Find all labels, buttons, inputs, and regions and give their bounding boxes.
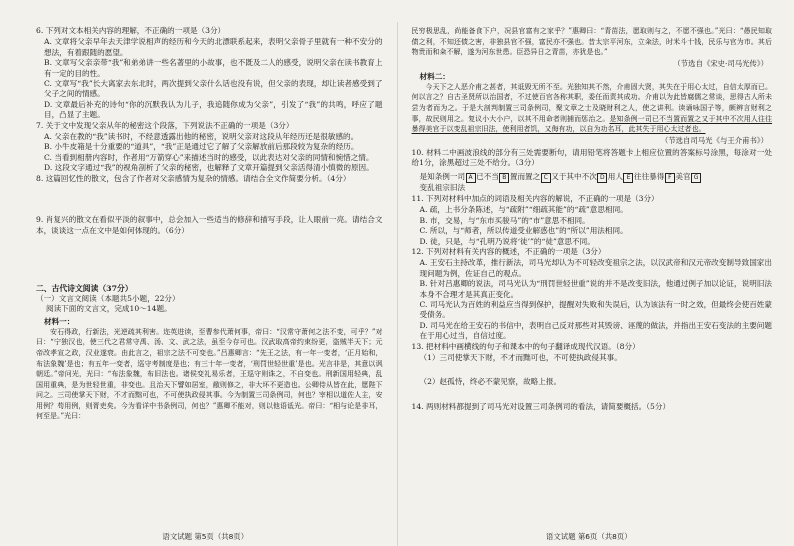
material-1-continued: 民穷极思乱，尚能备食下户，况县官富有之家乎？”惠卿曰：“青苗法，愿取则与之，不愿不强也。”光曰：“愚民知取债之利，不知还债之害，非独县官不强，富民亦不强也。昔太宗平河东，立籴法，时米斗十钱，民乐与官为市。其后物贵而和籴不解，遂为河东世患。臣恐异日之青苗，亦犹是也。”	[411, 27, 772, 57]
question-13-stem: 13. 把材料中画横线的句子和课本中的句子翻译成现代汉语。（8分）	[411, 341, 640, 351]
question-10-tail: 变乱祖宗旧法	[419, 182, 466, 192]
question-6-option-b: B. 文章写父亲亲带“我”和弟弟讲一些名著里的小故事，也不既及二人的感受，说明父亲在读书教育上有一定的目的性。	[44, 58, 383, 78]
question-10-mark-f[interactable]: F	[665, 173, 675, 183]
question-12-option-a: A. 王安石主持改革，推行新法，司马光却认为不可轻改变祖宗之法，以汉武帝和汉元帝改变制导致国家出现问题为例，佐证自己的观点。	[419, 258, 772, 278]
question-12-stem: 12. 下列对材料有关内容的概述，不正确的一项是（3分）	[411, 247, 606, 256]
material-1-source: （节选自《宋史·司马光传》）	[673, 58, 768, 68]
question-10-segment: 往往暴得	[633, 171, 665, 181]
question-10-segment: 用人	[607, 171, 623, 181]
exam-page-6	[398, 22, 780, 546]
question-10-segment: 又于其中不次	[551, 171, 597, 181]
question-6-option-a: A. 文章将父亲早年去天津学说相声的经历和今天的北漂联系起来，表明父亲骨子里就有一种不安分的想法，有着跟随的愿望。	[44, 37, 383, 57]
material-2-source: （节选自司马光《与王介甫书》）	[660, 135, 768, 145]
question-10-mark-g[interactable]: G	[691, 173, 701, 183]
question-7-option-b: B. 小牛皮箱是十分重要的“道具”，“我”正是通过它了解了父亲解放前后那段较为复杂的经历。	[44, 142, 359, 152]
question-12-option-c: C. 司马光认为百姓的利益应当得到保护，提醒对失败和失误后，认为该法有一时之效，但最终会使百姓蒙受债务。	[419, 300, 772, 320]
question-13-sentence-1: （1）三司使掌天下财，不才而黜可也，不可使执政侵其事。	[419, 353, 622, 363]
question-10-mark-b[interactable]: B	[499, 173, 509, 183]
material-1-text: 安石得政，行新法，光逆疏其利害。迩英进读，至曹参代萧何事，帝曰：“汉常守萧何之法不变，可乎？”对曰：“宁独汉也，使三代之君常守禹、汤、文、武之法，虽至今存可也。汉武取高帝约束纷更，盗贼半天下；元帝改孝宣之政，汉业遂衰。由此言之，祖宗之法不可变也。”吕惠卿言：“先王之法，有一年一变者，‘正月始和，布法象魏’是也；有五年一变者，巡守考制度是也；有三十年一变者，‘刑罚世轻世重’是也。光言非是，其意以讽朝廷。”帝问光，光曰：“布法象魏，布旧法也。诸侯变礼易乐者，王巡守则诛之，不自变也。刑新国用轻典，乱国用重典，是为世轻世重，非变也。且治天下譬如居室，敝则修之，非大坏不更造也。公卿侍从皆在此，愿陛下问之。三司使掌天下财，不才而黜可也，不可使执政侵其事。今为制置三司条例司，何也？宰相以道佐人主，安用例？苟用例，则胥吏矣。今为看详中书条例司，何也？”惠卿不能对，则以他语诋光。帝曰：“相与论是非耳，何至是。”光曰：	[36, 327, 383, 421]
question-11-option-b: B. 市，交易，与“东市买骏马”的“市”意思不相同。	[419, 215, 590, 225]
material-2-text	[412, 82, 772, 135]
section-2-subtitle: （一）文言文阅读（本题共5小题，22分）	[36, 293, 180, 303]
material-2-underlined: 是知条例一司已不当置而置之又于其中不次用人往往暴得美官于以变乱祖宗旧法，使利用者饥，又侮有功，以自为功名耳，此其失于用心太过者也。	[411, 114, 773, 134]
question-6-option-c: C. 文章写“我”长大离家去东北时，两次提到父亲什么话也没有说，但父亲的表现，却让读者感受到了父子之间的情感。	[44, 79, 383, 99]
question-10-segment: 已不当	[476, 171, 499, 181]
question-10-stem: 10. 材料二中画波浪线的部分有三处需要断句，请用铅笔将答题卡上相应位置的答案标号涂黑，每涂对一处给1分，涂黑超过三处不给分。（3分）	[411, 147, 772, 168]
question-10-segment: 置而置之	[509, 171, 541, 181]
answer-space-13-2	[412, 388, 772, 402]
section-2-title: 二、古代诗文阅读（37分）	[36, 283, 133, 293]
question-6-stem: 6. 下列对文本相关内容的理解，不正确的一项是（3分）	[36, 26, 226, 35]
question-7-option-a: A. 父亲在教的“我”读书时，不经意透露出他的秘密，说明父亲对这段从年经历还是很敏感的。	[44, 132, 359, 142]
question-11-option-d: D. 徒，只是，与“孔明乃说将‘徒’”的“徒”意思不同。	[419, 236, 595, 246]
question-10-mark-d[interactable]: D	[597, 173, 607, 183]
question-12-option-d: D. 司马光在给王安石的书信中，表明自己反对那些对其毁谤、诬蔑的做法，并指出王安石变法的主要问题在于用心过当，自信过度。	[419, 320, 772, 341]
question-14-stem: 14. 两则材料都提到了司马光对设置三司条例司的看法，请简要概括。（5分）	[411, 401, 671, 411]
question-7-stem: 7. 关于文中发现父亲从年的秘密这个段落，下列说法不正确的一项是（3分）	[36, 120, 294, 130]
page-footer-right: 语文试题 第6页（共8页）	[545, 532, 632, 541]
question-10-segment: 是知条例一司	[419, 171, 466, 181]
question-7-option-c: C. 当看到相册内容时，作者用“万箭穿心”来描述当时的感受，以此表达对父亲的同情和惋惜之情。	[44, 152, 374, 162]
answer-space-9	[36, 237, 383, 281]
answer-space-8	[36, 185, 383, 215]
page-footer-left: 语文试题 第5页（共8页）	[162, 532, 249, 541]
material-2-label: 材料二：	[419, 71, 450, 81]
question-10-mark-e[interactable]: E	[623, 173, 633, 183]
question-10-segment: 美官	[675, 171, 691, 181]
material-2-text-plain: 今天下之人恶介甫之甚者，其诋毁无所不至。光独知其不然，介甫固大贤，其失在于用心太过，自信太厚而已。何以言之？自古圣贤所以治国者，不过使百官各称其职，委任而责其成功。介甫以为此皆腐儒之常谈，思得古人所未尝为者而为之。于是大剖判制置三司条例司，聚文章之士及晓财利之人，使之讲利。读诵咏国子等，颇辨言财利之事，故民则用之。复议小大小户，以其不用命者则捕而惩治之。	[411, 82, 772, 123]
question-7-option-d: D. 这段文字通过“我”的视角剖析了父亲的秘密，也解释了文章开篇提到父亲活得清小慎微的原因。	[44, 163, 374, 173]
question-9-stem: 9. 肖复兴的散文在看似平淡的叙事中，总会加入一些适当的修辞和描写手段，让人眼前一亮。请结合文本，谈谈这一点在文中是如何体现的。（6分）	[36, 215, 383, 235]
answer-space-13-1	[412, 363, 772, 377]
question-11-option-c: C. 所以，与“师者，所以传道受业解惑也”的“所以”用法相同。	[419, 226, 628, 236]
question-10-segmentation	[420, 171, 772, 183]
question-8-stem: 8. 这篇回忆性的散文，包含了作者对父亲感情为复杂的情感。请结合全文作简要分析。（4分）	[36, 173, 351, 183]
question-6	[36, 26, 383, 121]
exam-page-5	[14, 22, 397, 546]
section-2-instruction: 阅读下面的文言文，完成10～14题。	[46, 304, 172, 314]
question-13-sentence-2: （2）赵孤恃，终必不蒙见察，故略上报。	[419, 377, 562, 387]
question-10-mark-c[interactable]: C	[541, 173, 551, 183]
question-7	[36, 121, 383, 174]
question-11-option-a: A. 疏，上书分条陈述，与“疏附”“细疏其能”的“疏”意思相同。	[419, 205, 628, 215]
question-6-option-d: D. 文章最后补充的诗句“你的沉默我认为儿子，我追随你成为父亲”，引发了“我”的共鸣，呼应了题目，凸显了主题。	[44, 99, 383, 120]
question-10-mark-a[interactable]: A	[466, 173, 476, 183]
material-1-label: 材料一：	[44, 316, 75, 326]
question-11-stem: 11. 下列对材料中加点的词语及相关内容的解说，不正确的一项是（3分）	[411, 193, 659, 203]
question-12-option-b: B. 针对吕惠卿的说法，司马光认为“刑罚世轻世重”说的并不是改变旧法，他通过例子加以论证，说明旧法本身不合理才是其真正变化。	[419, 279, 772, 299]
